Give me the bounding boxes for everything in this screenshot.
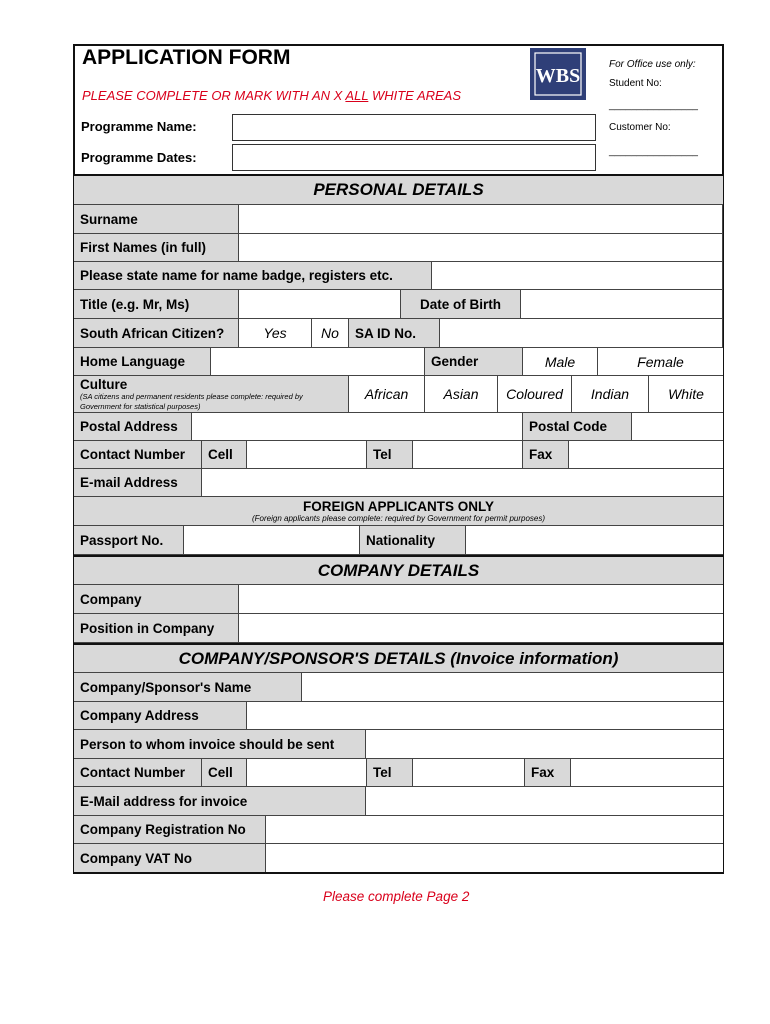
first-names-input[interactable] (239, 234, 723, 261)
gender-male-option[interactable]: Male (523, 348, 598, 375)
programme-dates-label: Programme Dates: (81, 150, 197, 165)
title-label: Title (e.g. Mr, Ms) (74, 290, 239, 318)
passport-input[interactable] (184, 526, 360, 554)
svg-text:WBS: WBS (535, 65, 581, 87)
postal-row (74, 413, 723, 441)
company-address-row (74, 702, 723, 730)
gender-label: Gender (425, 348, 523, 375)
surname-row (74, 205, 723, 234)
sponsor-tel-input[interactable] (413, 759, 525, 786)
contact-row (74, 441, 723, 469)
culture-african-option[interactable]: African (349, 376, 425, 412)
postal-code-input[interactable] (632, 413, 723, 440)
nationality-label: Nationality (360, 526, 466, 554)
sponsor-name-input[interactable] (302, 673, 723, 701)
citizen-yes-option[interactable]: Yes (239, 319, 312, 347)
customer-no-label: Customer No: (609, 122, 671, 133)
student-no-label: Student No: (609, 78, 662, 89)
title-input[interactable] (239, 290, 401, 318)
student-no-line: ________________ (609, 100, 698, 111)
registration-row (74, 816, 723, 844)
sponsor-contact-row (74, 759, 723, 787)
foreign-heading-block (74, 497, 723, 526)
sponsor-tel-label: Tel (367, 759, 413, 786)
surname-input[interactable] (239, 205, 723, 233)
culture-label-cell (74, 376, 349, 412)
office-use-title: For Office use only: (609, 59, 696, 70)
passport-row (74, 526, 723, 555)
company-address-input[interactable] (247, 702, 723, 729)
fax-input[interactable] (569, 441, 723, 468)
postal-address-input[interactable] (192, 413, 523, 440)
sponsor-name-row (74, 673, 723, 702)
language-row (74, 348, 723, 376)
tel-input[interactable] (413, 441, 523, 468)
sponsor-cell-input[interactable] (247, 759, 367, 786)
vat-input[interactable] (266, 844, 723, 872)
registration-label: Company Registration No (74, 816, 266, 843)
page-2-note: Please complete Page 2 (323, 889, 470, 904)
nationality-input[interactable] (466, 526, 723, 554)
company-label: Company (74, 585, 239, 613)
registration-input[interactable] (266, 816, 723, 843)
invoice-email-input[interactable] (366, 787, 723, 815)
invoice-person-input[interactable] (366, 730, 723, 758)
invoice-person-label: Person to whom invoice should be sent (74, 730, 366, 758)
email-label: E-mail Address (74, 469, 202, 496)
cell-input[interactable] (247, 441, 367, 468)
wbs-logo (530, 48, 586, 100)
sponsor-fax-input[interactable] (571, 759, 723, 786)
sponsor-details-heading: COMPANY/SPONSOR'S DETAILS (Invoice information) (74, 645, 723, 673)
sa-id-input[interactable] (440, 319, 723, 347)
home-language-label: Home Language (74, 348, 211, 375)
surname-label: Surname (74, 205, 239, 233)
citizen-row (74, 319, 723, 348)
postal-code-label: Postal Code (523, 413, 632, 440)
postal-address-label: Postal Address (74, 413, 192, 440)
foreign-note: (Foreign applicants please complete: required by Government for permit purposes) (251, 514, 546, 523)
company-details-heading: COMPANY DETAILS (74, 557, 723, 585)
vat-row (74, 844, 723, 872)
culture-label: Culture (80, 377, 128, 392)
culture-coloured-option[interactable]: Coloured (498, 376, 572, 412)
cell-label: Cell (202, 441, 247, 468)
tel-label: Tel (367, 441, 413, 468)
form-instruction: PLEASE COMPLETE OR MARK WITH AN X ALL WHITE AREAS (82, 88, 462, 103)
culture-indian-option[interactable]: Indian (572, 376, 649, 412)
title-row (74, 290, 723, 319)
badge-name-label: Please state name for name badge, registers etc. (74, 262, 432, 289)
company-address-label: Company Address (74, 702, 247, 729)
programme-dates-input[interactable] (232, 144, 596, 171)
programme-name-label: Programme Name: (81, 119, 197, 134)
dob-label: Date of Birth (400, 290, 521, 318)
position-label: Position in Company (74, 614, 239, 642)
first-names-row (74, 234, 723, 262)
passport-label: Passport No. (74, 526, 184, 554)
sponsor-name-label: Company/Sponsor's Name (74, 673, 302, 701)
culture-white-option[interactable]: White (649, 376, 723, 412)
customer-no-line: ________________ (609, 146, 698, 157)
company-input[interactable] (239, 585, 723, 613)
invoice-email-label: E-Mail address for invoice (74, 787, 366, 815)
invoice-person-row (74, 730, 723, 759)
programme-name-input[interactable] (232, 114, 596, 141)
sa-id-label: SA ID No. (349, 319, 440, 347)
invoice-email-row (74, 787, 723, 816)
email-input[interactable] (202, 469, 723, 496)
position-row (74, 614, 723, 643)
gender-female-option[interactable]: Female (598, 348, 723, 375)
badge-name-row (74, 262, 723, 290)
form-title: APPLICATION FORM (82, 46, 291, 69)
position-input[interactable] (239, 614, 723, 642)
citizen-label: South African Citizen? (74, 319, 239, 347)
foreign-heading: FOREIGN APPLICANTS ONLY (302, 499, 495, 514)
email-row (74, 469, 723, 497)
sponsor-contact-number-label: Contact Number (74, 759, 202, 786)
personal-details-heading: PERSONAL DETAILS (74, 176, 723, 205)
first-names-label: First Names (in full) (74, 234, 239, 261)
culture-note: (SA citizens and permanent residents please complete: required by Government for statistical purposes) (80, 392, 303, 411)
vat-label: Company VAT No (74, 844, 266, 872)
contact-number-label: Contact Number (74, 441, 202, 468)
citizen-no-option[interactable]: No (312, 319, 349, 347)
fax-label: Fax (523, 441, 569, 468)
sponsor-fax-label: Fax (525, 759, 571, 786)
culture-asian-option[interactable]: Asian (425, 376, 498, 412)
dob-input[interactable] (521, 290, 723, 318)
sponsor-cell-label: Cell (202, 759, 247, 786)
home-language-input[interactable] (211, 348, 425, 375)
badge-name-input[interactable] (432, 262, 723, 289)
culture-row (74, 376, 723, 413)
company-row (74, 585, 723, 614)
